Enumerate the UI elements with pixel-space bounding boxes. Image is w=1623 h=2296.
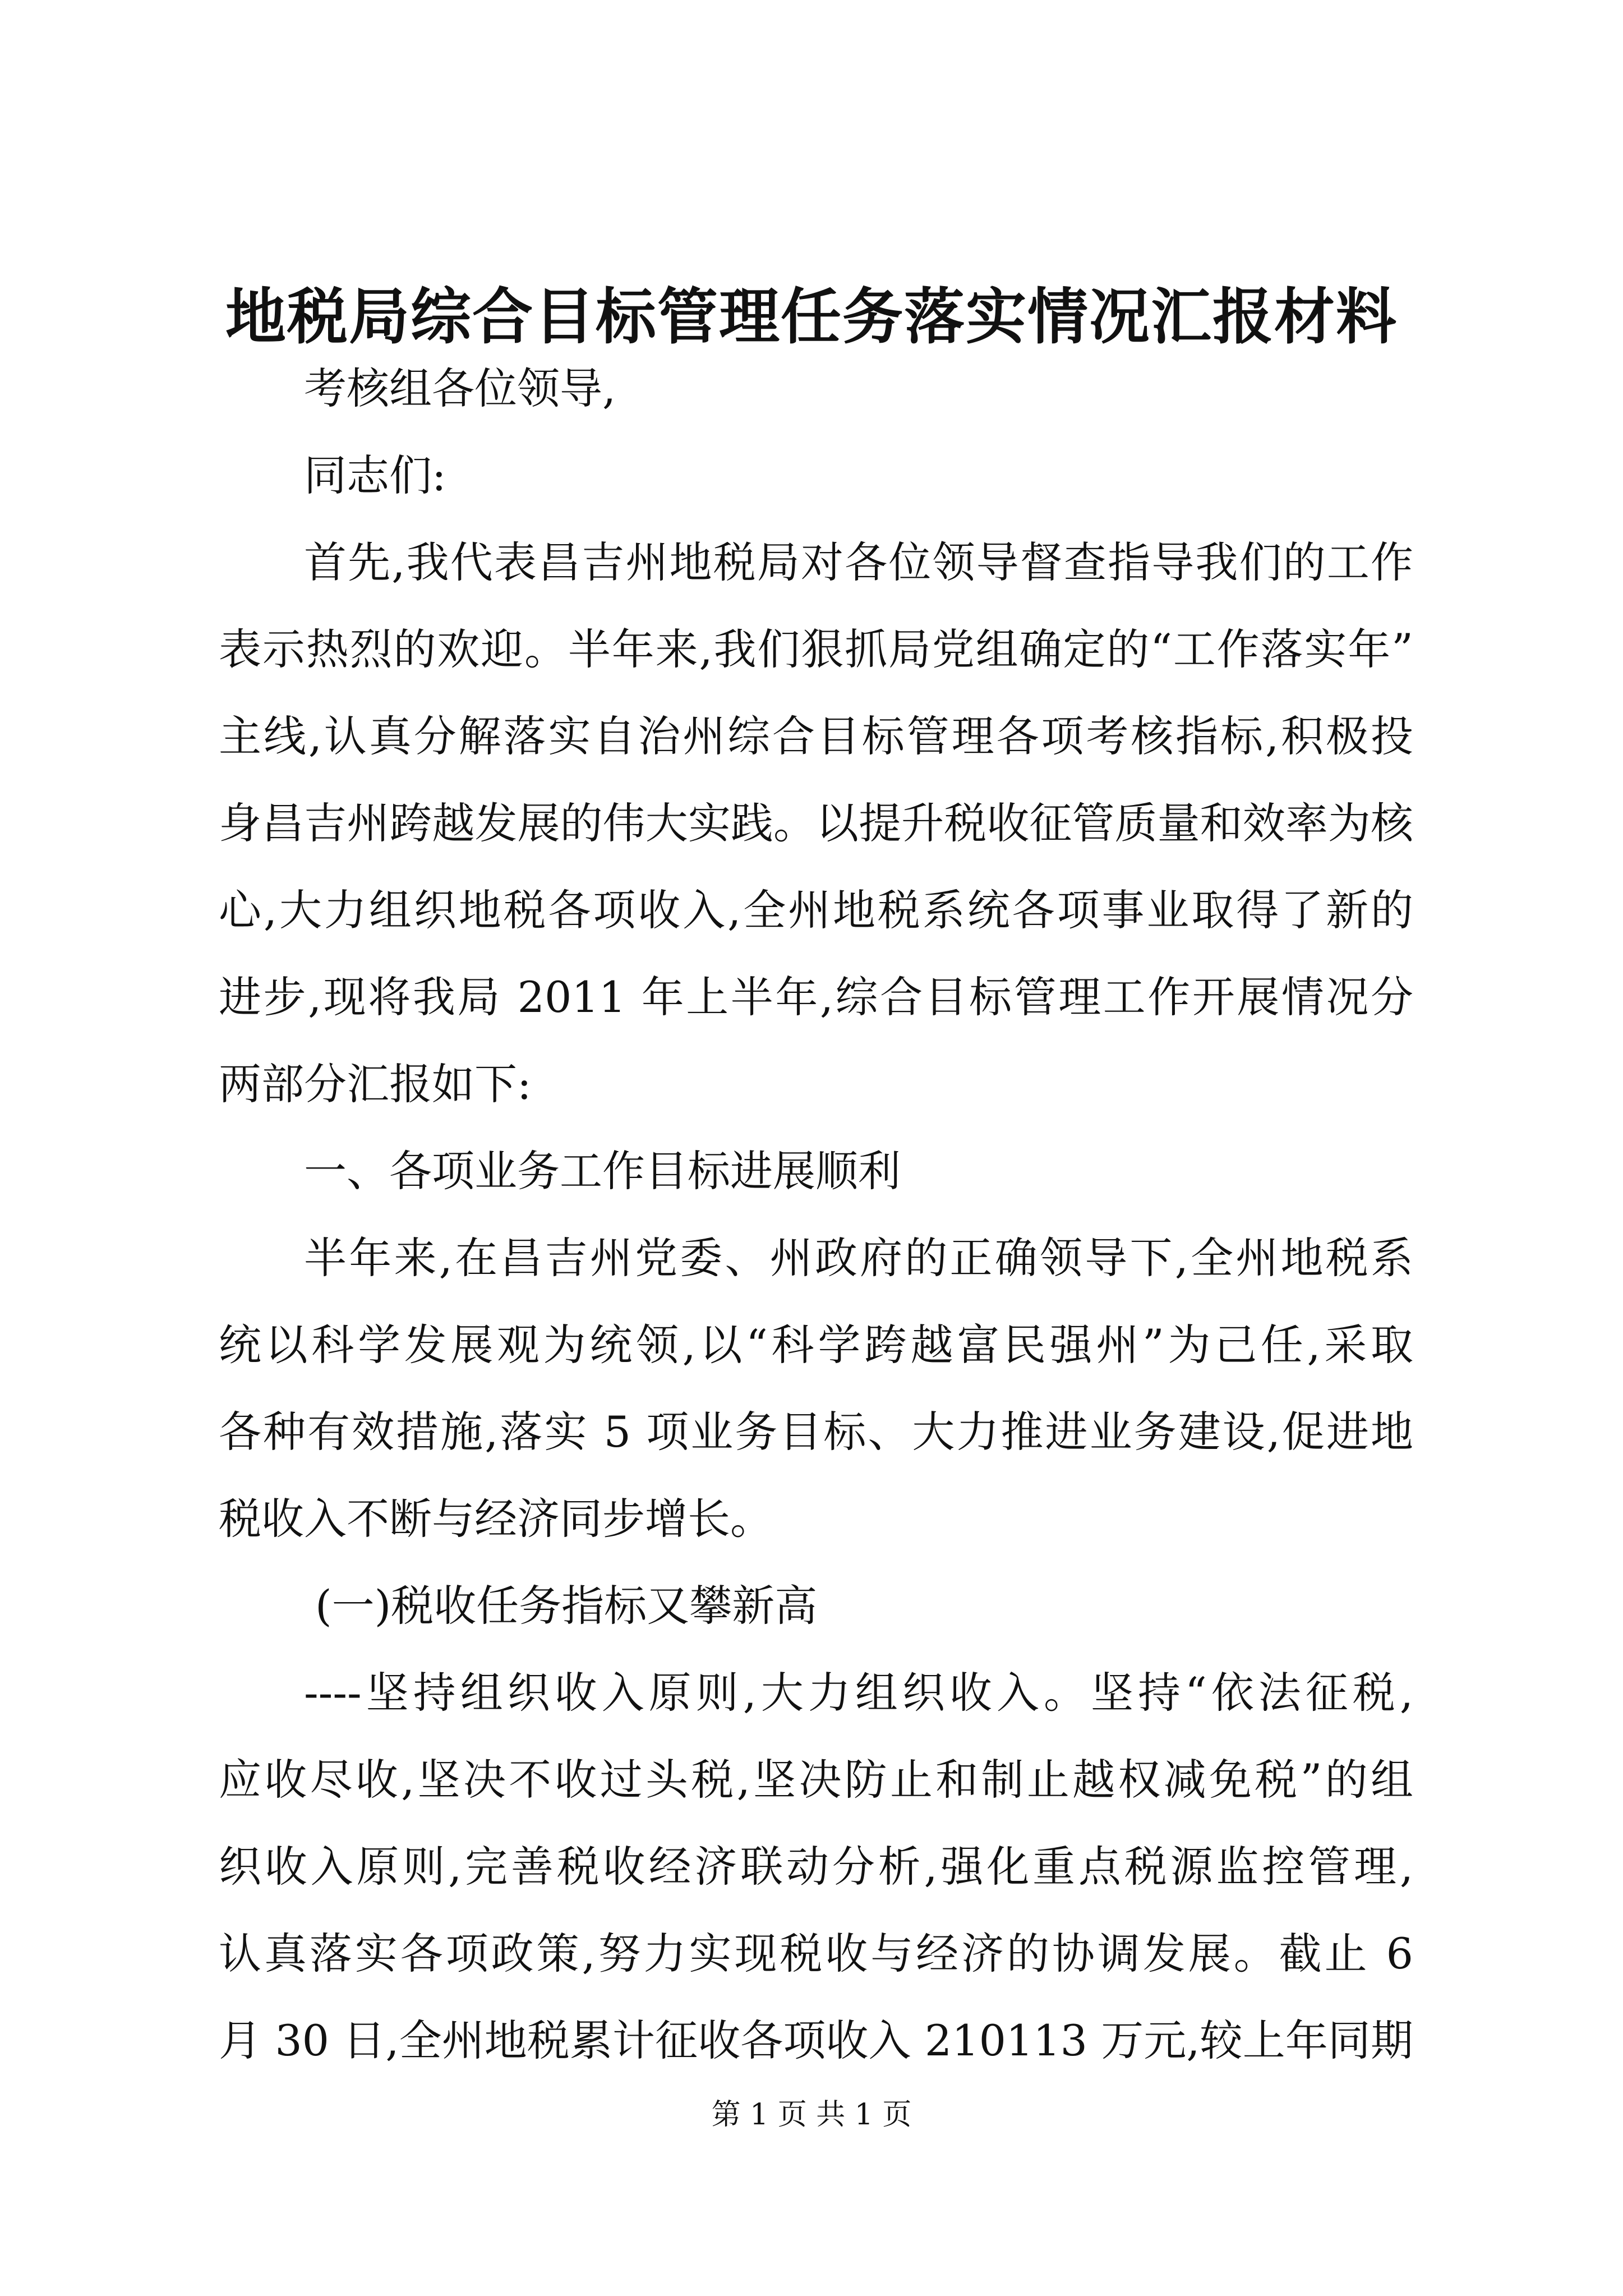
body-line: 统以科学发展观为统领,以“科学跨越富民强州”为己任,采取	[219, 1320, 1413, 1370]
body-line: 税收入不断与经济同步增长。	[219, 1494, 773, 1544]
body-line: 考核组各位领导,	[304, 364, 616, 413]
body-line: 同志们:	[304, 450, 446, 500]
body-line: 首先,我代表昌吉州地税局对各位领导督查指导我们的工作	[304, 537, 1413, 587]
body-line: 两部分汇报如下:	[219, 1059, 532, 1109]
body-line: 身昌吉州跨越发展的伟大实践。以提升税收征管质量和效率为核	[219, 798, 1413, 848]
body-line: 表示热烈的欢迎。半年来,我们狠抓局党组确定的“工作落实年”	[219, 624, 1413, 674]
page-footer: 第 1 页 共 1 页	[711, 2098, 912, 2132]
body-line: 各种有效措施,落实 5 项业务目标、大力推进业务建设,促进地	[219, 1407, 1413, 1457]
body-line: 织收入原则,完善税收经济联动分析,强化重点税源监控管理,	[219, 1842, 1413, 1892]
body-line: (一)税收任务指标又攀新高	[315, 1581, 818, 1631]
document-title: 地税局综合目标管理任务落实情况汇报材料	[225, 282, 1398, 352]
body-line: 应收尽收,坚决不收过头税,坚决防止和制止越权减免税”的组	[219, 1755, 1413, 1805]
body-line: 月 30 日,全州地税累计征收各项收入 210113 万元,较上年同期	[219, 2016, 1413, 2065]
body-line: 进步,现将我局 2011 年上半年,综合目标管理工作开展情况分	[219, 972, 1413, 1022]
body-line: 心,大力组织地税各项收入,全州地税系统各项事业取得了新的	[219, 885, 1413, 935]
document-body	[219, 345, 1413, 2084]
body-line: ----坚持组织收入原则,大力组织收入。坚持“依法征税,	[304, 1668, 1413, 1718]
body-line: 半年来,在昌吉州党委、州政府的正确领导下,全州地税系	[304, 1233, 1413, 1283]
body-line: 一、各项业务工作目标进展顺利	[304, 1146, 901, 1196]
body-line: 认真落实各项政策,努力实现税收与经济的协调发展。截止 6	[219, 1929, 1413, 1978]
body-line: 主线,认真分解落实自治州综合目标管理各项考核指标,积极投	[219, 711, 1413, 761]
